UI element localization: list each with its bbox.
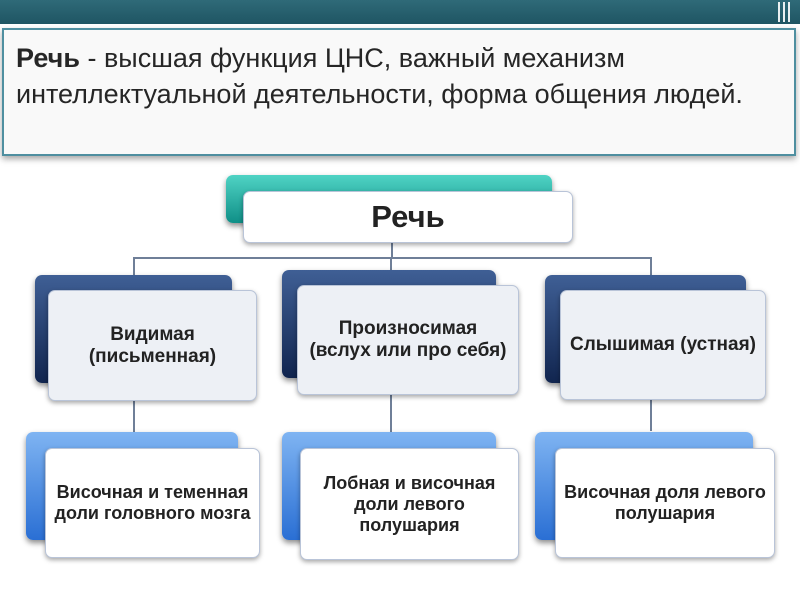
connector-branch-1-down	[133, 397, 135, 433]
root-node-label: Речь	[371, 199, 445, 234]
definition-text: - высшая функция ЦНС, важный механизм интеллектуальной деятельности, форма общения людей.	[16, 43, 743, 109]
connector-branch-3-down	[650, 397, 652, 431]
branch-2-label: Произносимая (вслух или про себя)	[309, 318, 507, 361]
branch-2-node	[297, 285, 519, 395]
branch-1-label: Видимая (письменная)	[88, 323, 217, 367]
branch-3-label: Слышимая (устная)	[569, 334, 757, 355]
detail-3-label: Височная доля левого полушария	[564, 482, 766, 523]
detail-2-label: Лобная и височная доли левого полушария	[323, 472, 496, 535]
connector-branch-2	[390, 257, 392, 270]
branch-1-node	[48, 290, 257, 401]
detail-1-node	[45, 448, 260, 558]
connector-horizontal	[133, 257, 652, 259]
definition-term: Речь	[16, 43, 80, 73]
connector-branch-2-down	[390, 392, 392, 432]
root-node	[243, 191, 573, 243]
slide-top-bar	[0, 0, 800, 24]
connector-branch-3	[650, 257, 652, 275]
detail-1-label: Височная и теменная доли головного мозга	[54, 482, 251, 523]
corner-lines-decoration	[774, 2, 794, 22]
connector-branch-1	[133, 257, 135, 275]
definition-text-box	[2, 28, 796, 156]
detail-2-node	[300, 448, 519, 560]
detail-3-node	[555, 448, 775, 558]
branch-3-node	[560, 290, 766, 400]
